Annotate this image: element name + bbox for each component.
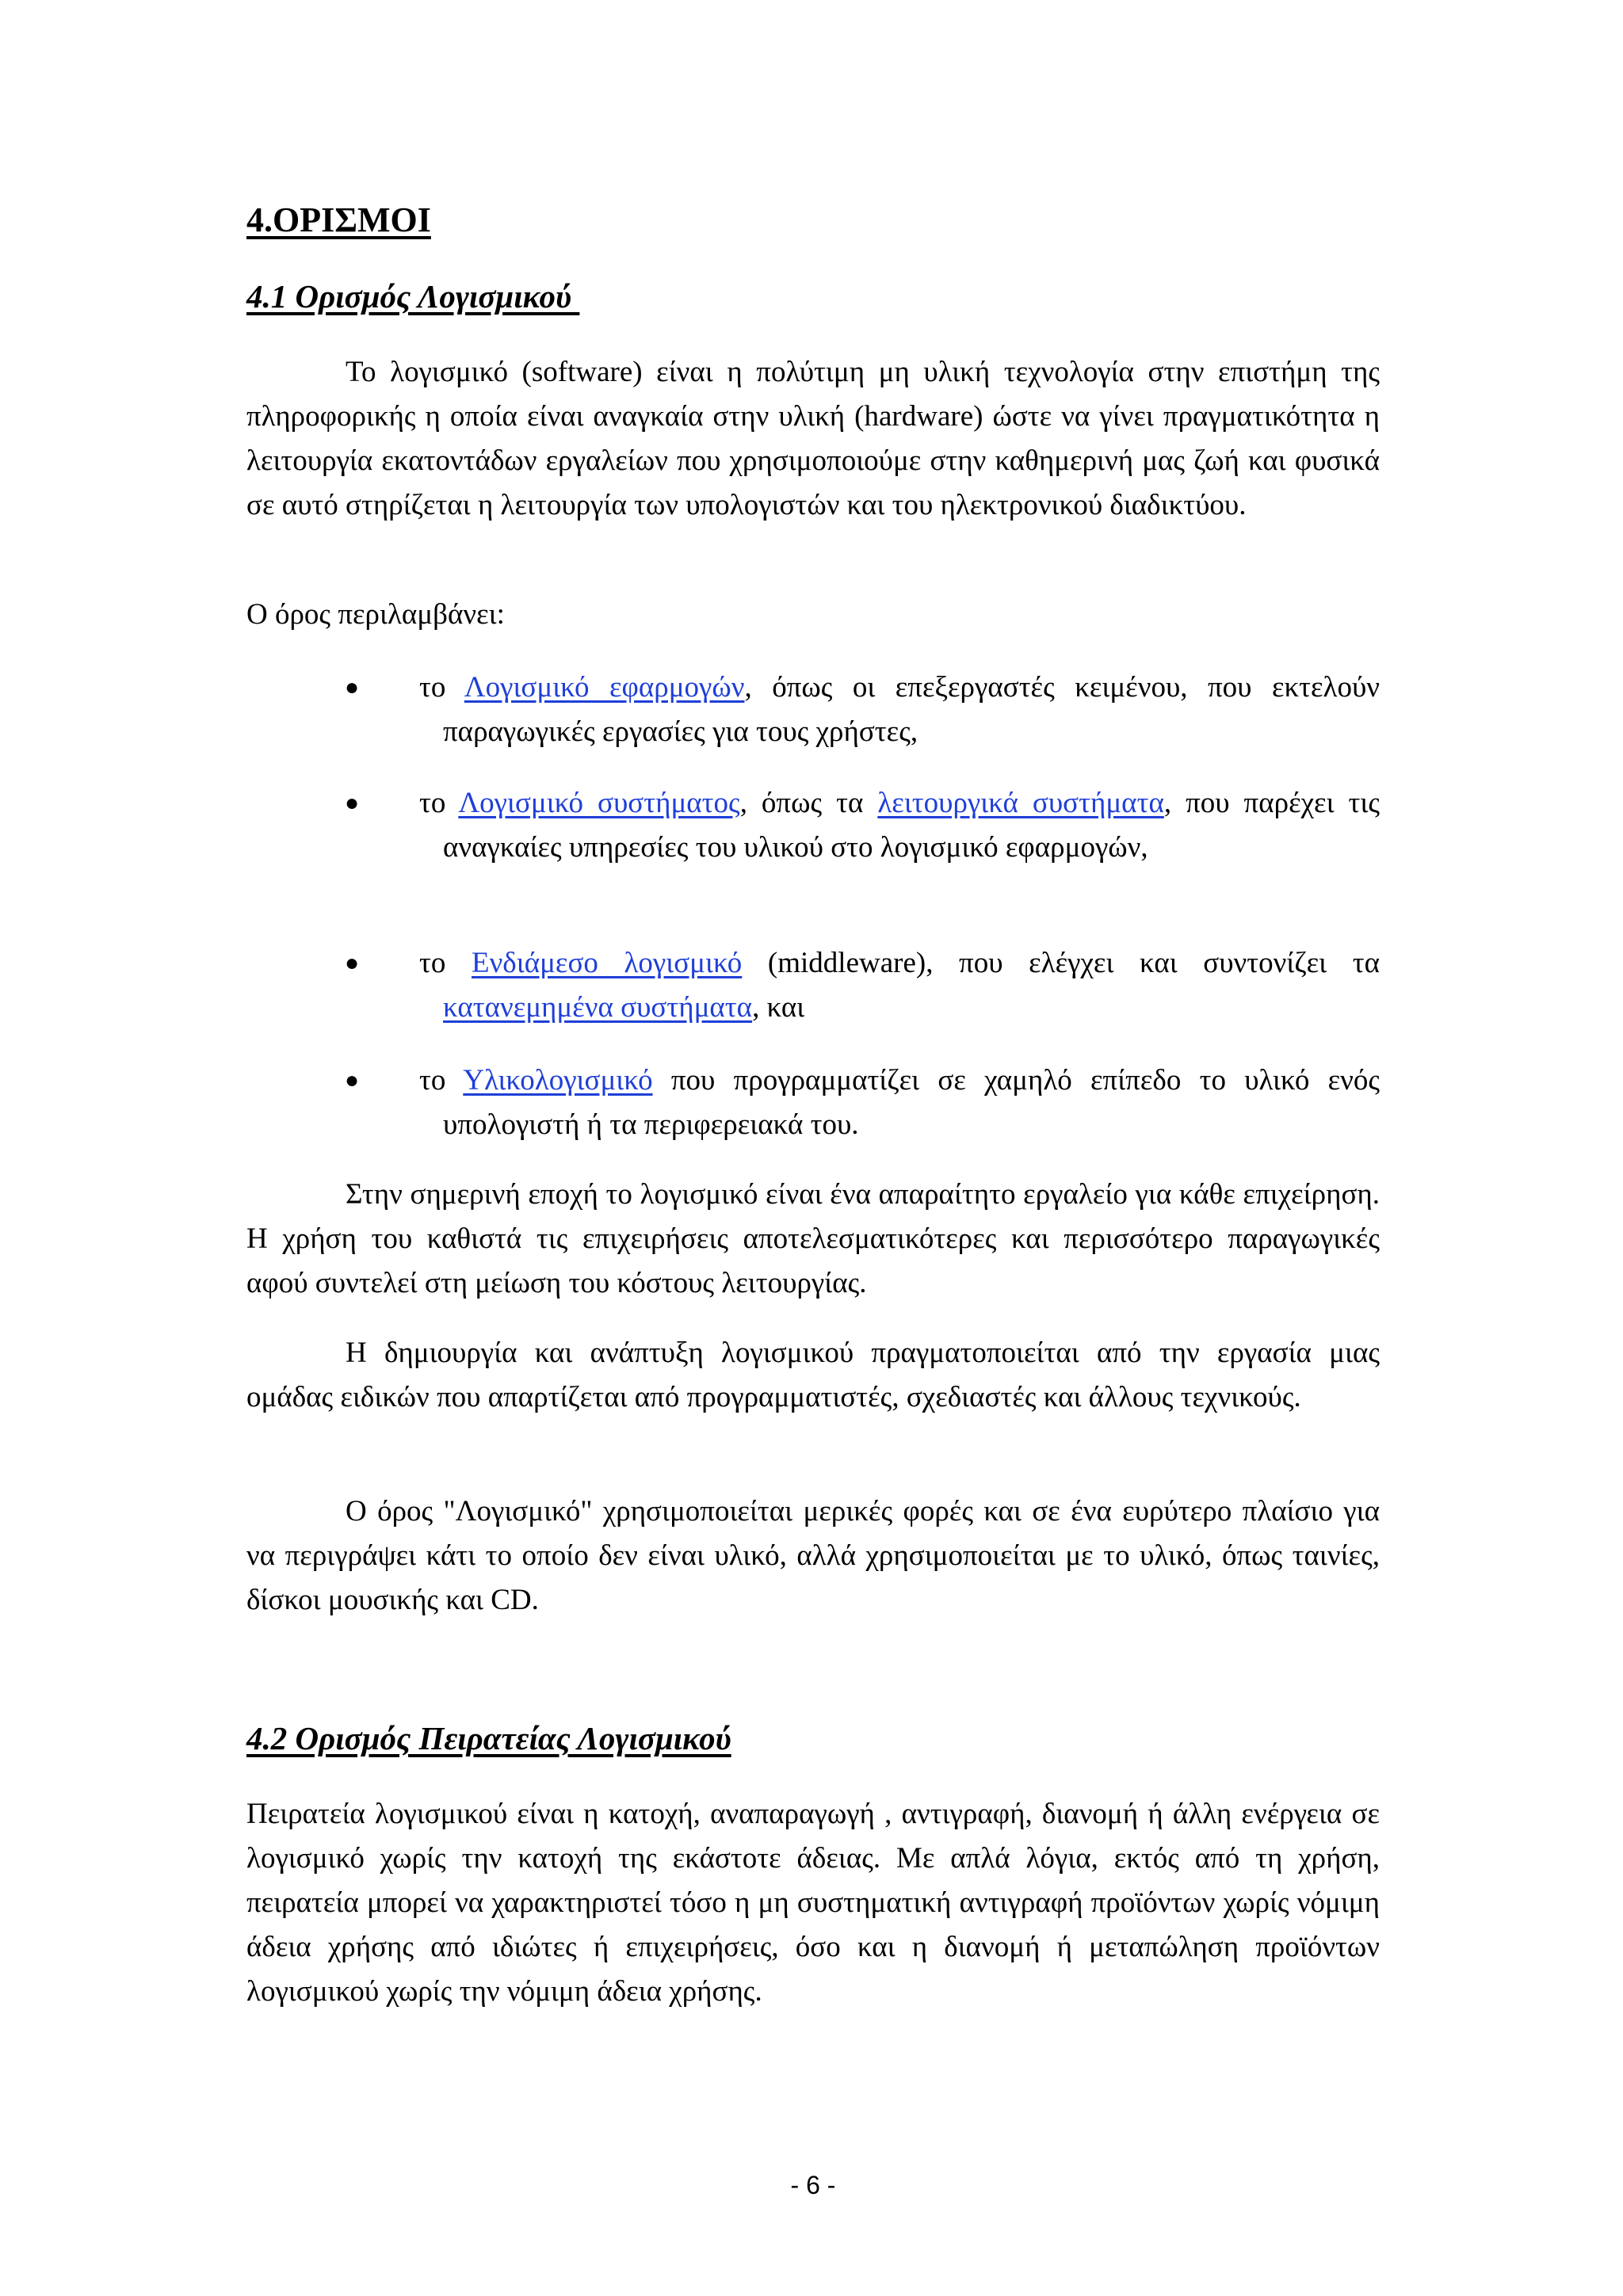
section-4-2-paragraph-1: Πειρατεία λογισμικού είναι η κατοχή, αναπαραγωγή , αντιγραφή, διανομή ή άλλη ενέργεια σε λογισμικό χωρίς την κατοχή της εκάστοτε άδειας. Με απλά λόγια, εκτός από τη χρήση, πειρατεία μπορεί να χαρακτηριστεί τόσο η μη συστηματική αντιγραφή προϊόντων χωρίς νόμιμη άδεια χρήσης από ιδιώτες ή επιχειρήσεις, όσο και η διανομή ή μεταπώληση προϊόντων λογισμικού χωρίς την νόμιμη άδεια χρήσης. [246, 1798, 1380, 2008]
section-4-1-title: 4.1 Ορισμός Λογισμικού [246, 278, 580, 315]
page-number: - 6 - [790, 2171, 836, 2199]
bullet-dot-icon: ● [345, 1067, 360, 1093]
section-4-title: 4.ΟΡΙΣΜΟΙ [246, 200, 431, 239]
link-distributed-systems[interactable]: κατανεμημένα συστήματα [443, 991, 753, 1024]
list-item-text: το Υλικολογισμικό που προγραμματίζει σε χαμηλό επίπεδο το υλικό ενός υπολογιστή ή τα περιφερειακά του. [419, 1064, 1380, 1141]
section-4-1-paragraph-3: Η δημιουργία και ανάπτυξη λογισμικού πραγματοποιείται από την εργασία μιας ομάδας ειδικών που απαρτίζεται από προγραμματιστές, σχεδιαστές και άλλους τεχνικούς. [246, 1337, 1380, 1413]
term-intro: Ο όρος περιλαμβάνει: [246, 598, 505, 631]
section-4-2-title: 4.2 Ορισμός Πειρατείας Λογισμικού [246, 1720, 731, 1756]
bullet-dot-icon: ● [345, 790, 360, 816]
link-system-software[interactable]: Λογισμικό συστήματος [458, 787, 740, 819]
section-4-1-paragraph-1: Το λογισμικό (software) είναι η πολύτιμη μη υλική τεχνολογία στην επιστήμη της πληροφορικής η οποία είναι αναγκαία στην υλική (hardware) ώστε να γίνει πραγματικότητα η λειτουργία εκατοντάδων εργαλείων που χρησιμοποιούμε στην καθημερινή μας ζωή και φυσικά σε αυτό στηρίζεται η λειτουργία των υπολογιστών και του ηλεκτρονικού διαδικτύου. [246, 356, 1380, 521]
list-item-text: το Λογισμικό εφαρμογών, όπως οι επεξεργαστές κειμένου, που εκτελούν παραγωγικές εργασίες για τους χρήστες, [419, 671, 1381, 748]
list-item-text: το Ενδιάμεσο λογισμικό (middleware), που ελέγχει και συντονίζει τα κατανεμημένα συστήματα, και [419, 947, 1380, 1024]
link-middleware[interactable]: Ενδιάμεσο λογισμικό [471, 947, 743, 979]
link-application-software[interactable]: Λογισμικό εφαρμογών [464, 671, 745, 704]
bullet-dot-icon: ● [345, 674, 360, 700]
section-4-1-paragraph-2: Στην σημερινή εποχή το λογισμικό είναι ένα απαραίτητο εργαλείο για κάθε επιχείρηση. Η χρήση του καθιστά τις επιχειρήσεις αποτελεσματικότερες και περισσότερο παραγωγικές αφού συντελεί στη μείωση του κόστους λειτουργίας. [246, 1178, 1380, 1299]
bullet-dot-icon: ● [345, 950, 360, 976]
document-page [246, 0, 1380, 2296]
list-item-text: το Λογισμικό συστήματος, όπως τα λειτουργικά συστήματα, που παρέχει τις αναγκαίες υπηρεσίες του υλικού στο λογισμικό εφαρμογών, [419, 787, 1380, 864]
section-4-1-paragraph-4: Ο όρος "Λογισμικό" χρησιμοποιείται μερικές φορές και σε ένα ευρύτερο πλαίσιο για να περιγράψει κάτι το οποίο δεν είναι υλικό, αλλά χρησιμοποιείται με το υλικό, όπως ταινίες, δίσκοι μουσικής και CD. [246, 1495, 1380, 1616]
link-operating-systems[interactable]: λειτουργικά συστήματα [877, 787, 1164, 819]
link-firmware[interactable]: Υλικολογισμικό [463, 1064, 653, 1097]
